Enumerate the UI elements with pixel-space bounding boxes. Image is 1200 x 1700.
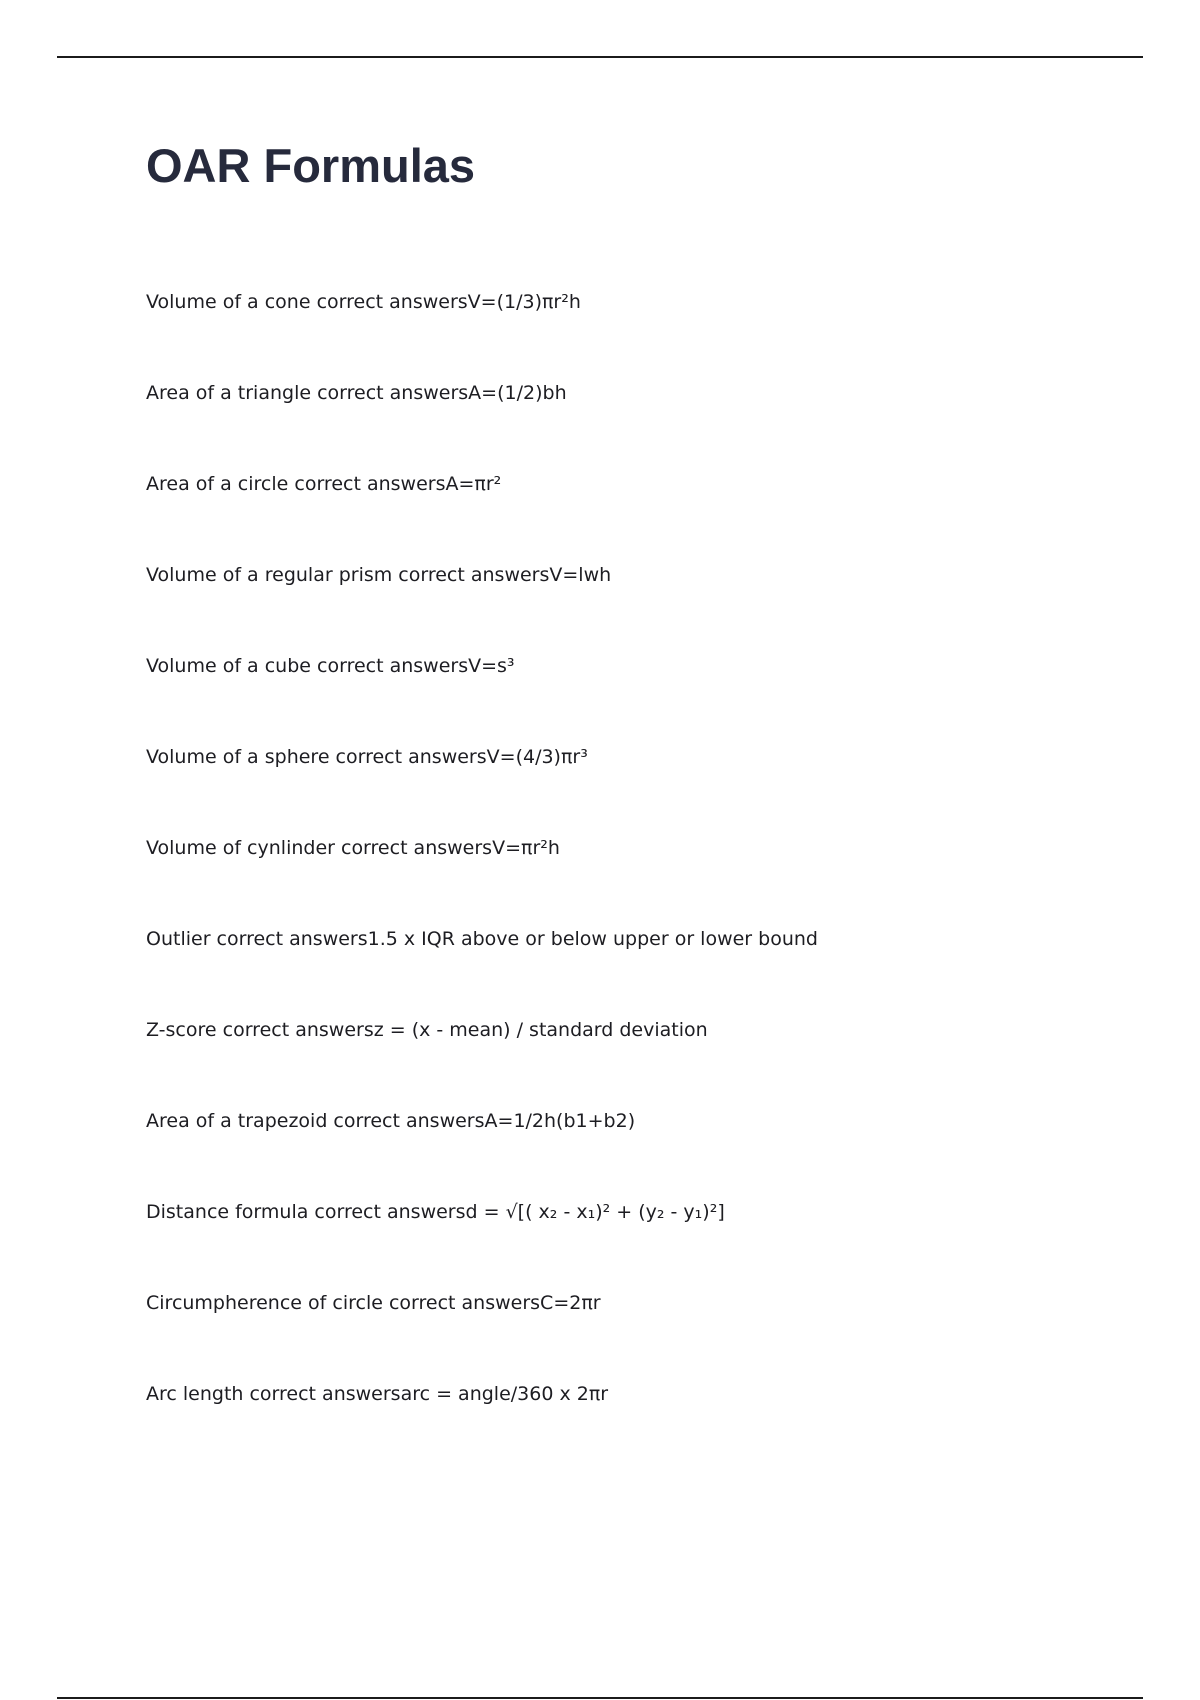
formula-entry: Volume of a sphere correct answersV=(4/3)πr³	[146, 746, 588, 768]
formula-entry: Area of a triangle correct answersA=(1/2)bh	[146, 382, 567, 404]
formula-list	[146, 290, 1146, 1473]
top-rule	[57, 56, 1143, 58]
formula-entry: Volume of a cone correct answersV=(1/3)πr²h	[146, 291, 581, 313]
formula-entry: Area of a circle correct answersA=πr²	[146, 473, 502, 495]
formula-entry: Volume of a regular prism correct answersV=lwh	[146, 564, 612, 586]
formula-entry: Distance formula correct answersd = √[( x₂ - x₁)² + (y₂ - y₁)²]	[146, 1201, 725, 1223]
formula-entry: Volume of cynlinder correct answersV=πr²h	[146, 837, 560, 859]
bottom-rule	[57, 1697, 1143, 1699]
formula-entry: Z-score correct answersz = (x - mean) / standard deviation	[146, 1019, 708, 1041]
formula-entry: Volume of a cube correct answersV=s³	[146, 655, 515, 677]
formula-entry: Circumpherence of circle correct answersC=2πr	[146, 1292, 601, 1314]
page-title: OAR Formulas	[146, 139, 476, 192]
formula-entry: Arc length correct answersarc = angle/360 x 2πr	[146, 1383, 609, 1405]
formula-entry: Area of a trapezoid correct answersA=1/2h(b1+b2)	[146, 1110, 636, 1132]
formula-entry: Outlier correct answers1.5 x IQR above or below upper or lower bound	[146, 928, 818, 950]
